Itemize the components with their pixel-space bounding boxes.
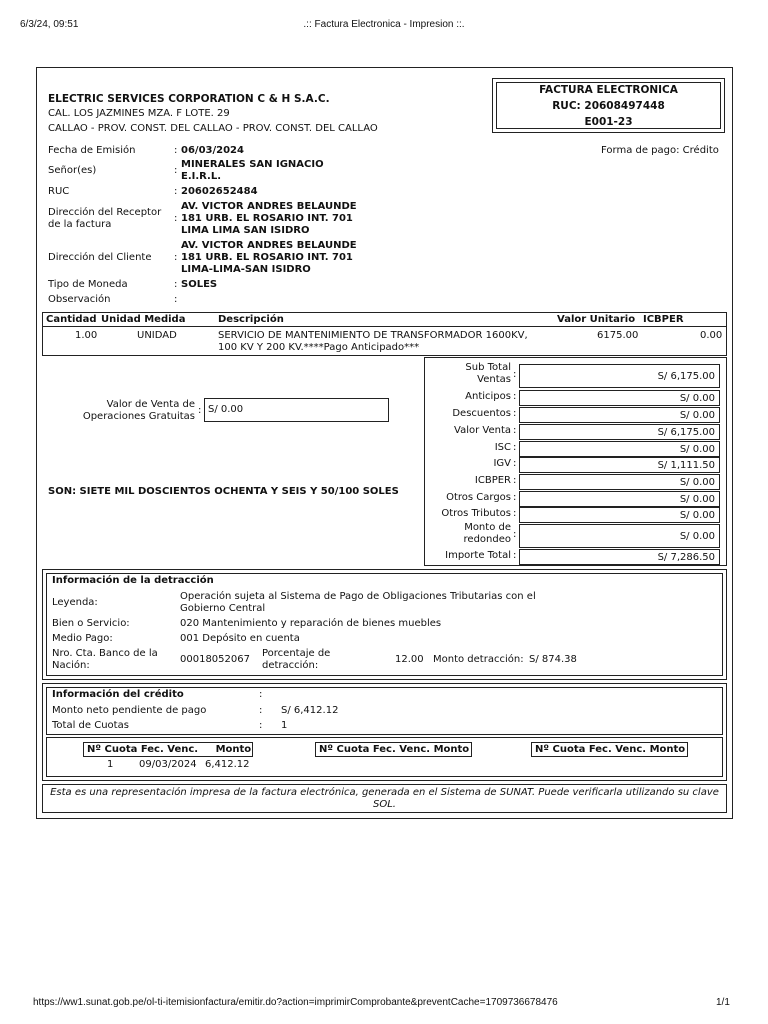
porcentaje-label-2: detracción: [262, 660, 319, 671]
total-label: Otros Tributos [441, 508, 511, 519]
cuota-table-header-2 [315, 742, 472, 757]
gratuitas-label-2: Operaciones Gratuitas [82, 411, 195, 422]
total-label: Importe Total [445, 550, 511, 561]
colon: : [513, 425, 517, 436]
colon: : [513, 458, 517, 469]
monto-detraccion-label: Monto detracción: [433, 654, 524, 665]
porcentaje-label-1: Porcentaje de [262, 648, 331, 659]
total-value: S/ 0.00 [519, 474, 720, 490]
monto-pendiente-value: S/ 6,412.12 [281, 705, 339, 716]
cuota-row-fecha: 09/03/2024 [139, 759, 197, 770]
total-value: S/ 0.00 [519, 507, 720, 523]
total-cuotas-label: Total de Cuotas [52, 720, 129, 731]
senor-value-2: E.I.R.L. [181, 171, 222, 182]
cuota-header-fecha: Fec. Venc. [372, 744, 431, 755]
cuota-header-fecha: Fec. Venc. [588, 744, 647, 755]
observacion-label: Observación [48, 294, 111, 305]
print-page-title: .:: Factura Electronica - Impresion ::. [303, 19, 465, 30]
total-label: ISC [494, 442, 511, 453]
total-value: S/ 1,111.50 [519, 457, 720, 473]
total-value: S/ 6,175.00 [519, 424, 720, 440]
cuota-row-monto: 6,412.12 [205, 759, 250, 770]
forma-pago: Forma de pago: Crédito [601, 145, 719, 156]
senor-label: Señor(es) [48, 165, 97, 176]
dir-cliente-label: Dirección del Cliente [48, 252, 152, 263]
fecha-value: 06/03/2024 [181, 145, 244, 156]
ruc-label: RUC [48, 186, 70, 197]
cuota-header-num: Nº Cuota [87, 744, 138, 755]
colon: : [513, 369, 517, 380]
cuota-row-num: 1 [107, 759, 114, 770]
colon: : [259, 720, 263, 731]
print-url: https://ww1.sunat.gob.pe/ol-ti-itemisionfactura/emitir.do?action=imprimirComprobante&preventCache=1709736678476 [33, 997, 558, 1008]
leyenda-value-2: Gobierno Central [180, 603, 266, 614]
dir-receptor-1: AV. VICTOR ANDRES BELAUNDE [181, 201, 357, 212]
items-header-descripcion: Descripción [218, 314, 284, 325]
colon: : [513, 508, 517, 519]
porcentaje-value: 12.00 [395, 654, 424, 665]
cuota-header-fecha: Fec. Venc. [140, 744, 199, 755]
total-label: Valor Venta [454, 425, 511, 436]
item-descripcion-1: SERVICIO DE MANTENIMIENTO DE TRANSFORMADOR 1600KV, [218, 330, 528, 341]
total-value: S/ 6,175.00 [519, 364, 720, 388]
detraccion-title: Información de la detracción [52, 575, 214, 586]
total-label: Otros Cargos [446, 492, 511, 503]
total-value: S/ 0.00 [519, 407, 720, 423]
dir-cliente-1: AV. VICTOR ANDRES BELAUNDE [181, 240, 357, 251]
dir-cliente-2: 181 URB. EL ROSARIO INT. 701 [181, 252, 353, 263]
ruc-value: 20602652484 [181, 186, 258, 197]
medio-value: 001 Depósito en cuenta [180, 633, 300, 644]
leyenda-label: Leyenda: [52, 597, 98, 608]
document-type: FACTURA ELECTRONICA [539, 84, 678, 96]
item-descripcion-2: 100 KV Y 200 KV.****Pago Anticipado*** [218, 342, 420, 353]
cuota-table-header-3 [531, 742, 688, 757]
cuota-table-header-1 [83, 742, 253, 757]
colon: : [174, 165, 178, 176]
issuer-address-1: CAL. LOS JAZMINES MZA. F LOTE. 29 [48, 108, 230, 119]
item-unidad: UNIDAD [137, 330, 177, 341]
cuota-header-monto: Monto [433, 744, 470, 755]
colon: : [259, 705, 263, 716]
total-label: Descuentos [452, 408, 511, 419]
colon: : [259, 689, 263, 700]
document-number: E001-23 [584, 116, 633, 128]
total-cuotas-value: 1 [281, 720, 288, 731]
senor-value-1: MINERALES SAN IGNACIO [181, 159, 324, 170]
dir-cliente-3: LIMA-LIMA-SAN ISIDRO [181, 264, 311, 275]
dir-receptor-label-2: de la factura [48, 219, 112, 230]
total-value: S/ 7,286.50 [519, 549, 720, 565]
son-amount-in-words: SON: SIETE MIL DOSCIENTOS OCHENTA Y SEIS Y 50/100 SOLES [48, 486, 399, 497]
items-header-valor: Valor Unitario [557, 314, 636, 325]
colon: : [513, 475, 517, 486]
dir-receptor-3: LIMA LIMA SAN ISIDRO [181, 225, 310, 236]
total-label: Sub Total Ventas [465, 362, 511, 385]
cuota-header-num: Nº Cuota [319, 744, 370, 755]
colon: : [174, 252, 178, 263]
fecha-label: Fecha de Emisión [48, 145, 136, 156]
cta-value: 00018052067 [180, 654, 250, 665]
item-icbper: 0.00 [700, 330, 723, 341]
colon: : [174, 145, 178, 156]
colon: : [513, 529, 517, 540]
total-label: Anticipos [465, 391, 511, 402]
print-datetime: 6/3/24, 09:51 [20, 19, 79, 30]
total-label: ICBPER [474, 475, 511, 486]
colon: : [513, 492, 517, 503]
moneda-label: Tipo de Moneda [48, 279, 128, 290]
total-label: IGV [493, 458, 511, 469]
colon: : [174, 294, 178, 305]
cta-label-1: Nro. Cta. Banco de la [52, 648, 158, 659]
credito-title: Información del crédito [52, 689, 184, 700]
total-label: Monto de redondeo [463, 522, 511, 545]
item-cantidad: 1.00 [75, 330, 98, 341]
total-value: S/ 0.00 [519, 491, 720, 507]
print-page-number: 1/1 [716, 997, 730, 1008]
gratuitas-label-1: Valor de Venta de [106, 399, 195, 410]
colon: : [174, 186, 178, 197]
dir-receptor-2: 181 URB. EL ROSARIO INT. 701 [181, 213, 353, 224]
colon: : [198, 405, 202, 416]
medio-label: Medio Pago: [52, 633, 113, 644]
document-ruc: RUC: 20608497448 [552, 100, 665, 112]
items-header-icbper: ICBPER [643, 314, 684, 325]
colon: : [513, 391, 517, 402]
cuota-header-monto: Monto [215, 744, 252, 755]
moneda-value: SOLES [181, 279, 218, 290]
colon: : [174, 213, 178, 224]
monto-pendiente-label: Monto neto pendiente de pago [52, 705, 207, 716]
total-value: S/ 0.00 [519, 390, 720, 406]
footer-note-line-2: SOL. [373, 799, 396, 810]
colon: : [513, 550, 517, 561]
issuer-address-2: CALLAO - PROV. CONST. DEL CALLAO - PROV. CONST. DEL CALLAO [48, 123, 378, 134]
colon: : [513, 442, 517, 453]
colon: : [513, 408, 517, 419]
leyenda-value-1: Operación sujeta al Sistema de Pago de Obligaciones Tributarias con el [180, 591, 536, 602]
monto-detraccion-value: S/ 874.38 [529, 654, 577, 665]
issuer-name: ELECTRIC SERVICES CORPORATION C & H S.A.C. [48, 93, 330, 105]
total-value: S/ 0.00 [519, 441, 720, 457]
item-valor: 6175.00 [597, 330, 639, 341]
items-header-unidad: Unidad Medida [101, 314, 186, 325]
total-value: S/ 0.00 [519, 524, 720, 548]
cta-label-2: Nación: [52, 660, 90, 671]
dir-receptor-label-1: Dirección del Receptor [48, 207, 162, 218]
bien-value: 020 Mantenimiento y reparación de bienes muebles [180, 618, 442, 629]
cuota-header-monto: Monto [649, 744, 686, 755]
colon: : [174, 279, 178, 290]
bien-label: Bien o Servicio: [52, 618, 130, 629]
footer-note-line-1: Esta es una representación impresa de la factura electrónica, generada en el Sistema de SUNAT. Puede verificarla utilizando su clave [50, 787, 719, 798]
gratuitas-value: S/ 0.00 [204, 398, 389, 422]
items-header-cantidad: Cantidad [46, 314, 97, 325]
cuota-header-num: Nº Cuota [535, 744, 586, 755]
